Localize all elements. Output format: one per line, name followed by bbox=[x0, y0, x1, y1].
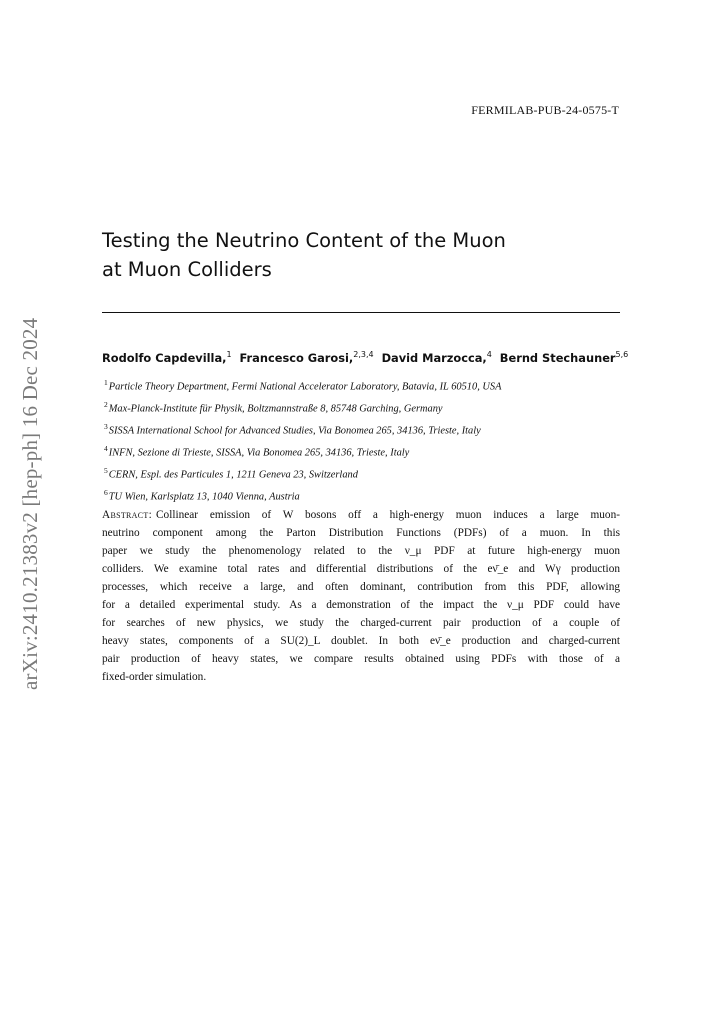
author-affil-sup: 1 bbox=[226, 350, 232, 359]
affiliation-text: Max-Planck-Institute für Physik, Boltzmannstraße 8, 85748 Garching, Germany bbox=[108, 403, 443, 415]
paper-title bbox=[102, 226, 506, 284]
arxiv-stamp: arXiv:2410.21383v2 [hep-ph] 16 Dec 2024 bbox=[18, 317, 42, 690]
affiliation bbox=[104, 374, 501, 396]
affiliation-text: Particle Theory Department, Fermi National Accelerator Laboratory, Batavia, IL 60510, USA bbox=[108, 381, 502, 393]
affiliation bbox=[104, 396, 501, 418]
affiliation-sup: 2 bbox=[104, 400, 108, 410]
author-name: Francesco Garosi, bbox=[239, 350, 354, 365]
abstract-line: fixed-order simulation. bbox=[102, 671, 207, 684]
author-affil-sup: 4 bbox=[486, 350, 492, 359]
author-list bbox=[102, 350, 628, 365]
affiliation-sup: 6 bbox=[104, 488, 108, 498]
affiliation bbox=[104, 462, 501, 484]
affiliation-list bbox=[104, 374, 501, 506]
abstract-line: heavy states, components of a SU(2)_L doublet. In both eν̄_e production and charged-current bbox=[102, 635, 620, 648]
author-name: Bernd Stechauner bbox=[499, 350, 616, 365]
title-line: at Muon Colliders bbox=[102, 258, 272, 281]
title-line: Testing the Neutrino Content of the Muon bbox=[102, 229, 506, 252]
title-rule bbox=[102, 312, 620, 313]
affiliation-text: SISSA International School for Advanced Studies, Via Bonomea 265, 34136, Trieste, Italy bbox=[108, 425, 481, 437]
abstract-line: colliders. We examine total rates and differential distributions of the eν̄_e and Wγ production bbox=[102, 563, 620, 576]
affiliation-sup: 5 bbox=[104, 466, 108, 476]
author-name: Rodolfo Capdevilla, bbox=[102, 350, 227, 365]
affiliation bbox=[104, 418, 501, 440]
abstract-label: Abstract: bbox=[102, 509, 153, 521]
author-affil-sup: 5,6 bbox=[615, 350, 629, 359]
affiliation-sup: 3 bbox=[104, 422, 108, 432]
abstract-line: for a detailed experimental study. As a demonstration of the impact the ν_μ PDF could have bbox=[102, 599, 620, 612]
author-affil-sup: 2,3,4 bbox=[353, 350, 374, 359]
abstract-line: Abstract: Collinear emission of W bosons off a high-energy muon induces a large muon- bbox=[102, 509, 620, 521]
affiliation bbox=[104, 440, 501, 462]
abstract-line: for searches of new physics, we study the charged-current pair production of a couple of bbox=[102, 617, 620, 630]
abstract-line: pair production of heavy states, we compare results obtained using PDFs with those of a bbox=[102, 653, 620, 666]
abstract-line: neutrino component among the Parton Distribution Functions (PDFs) of a muon. In this bbox=[102, 527, 620, 540]
report-number: FERMILAB-PUB-24-0575-T bbox=[471, 103, 619, 117]
author bbox=[500, 351, 628, 365]
affiliation-sup: 4 bbox=[104, 444, 108, 454]
affiliation-sup: 1 bbox=[104, 378, 108, 387]
affiliation bbox=[104, 484, 501, 506]
affiliation-text: INFN, Sezione di Trieste, SISSA, Via Bonomea 265, 34136, Trieste, Italy bbox=[108, 447, 410, 459]
abstract bbox=[102, 506, 620, 686]
abstract-line: paper we study the phenomenology related to the ν_μ PDF at future high-energy muon bbox=[102, 545, 620, 558]
author-name: David Marzocca, bbox=[381, 350, 487, 365]
author bbox=[102, 351, 232, 365]
author bbox=[240, 351, 374, 365]
author bbox=[382, 351, 492, 365]
abstract-line: processes, which receive a large, and often dominant, contribution from this PDF, allowing bbox=[102, 581, 620, 594]
affiliation-text: CERN, Espl. des Particules 1, 1211 Geneva 23, Switzerland bbox=[108, 469, 358, 481]
affiliation-text: TU Wien, Karlsplatz 13, 1040 Vienna, Austria bbox=[108, 491, 300, 503]
